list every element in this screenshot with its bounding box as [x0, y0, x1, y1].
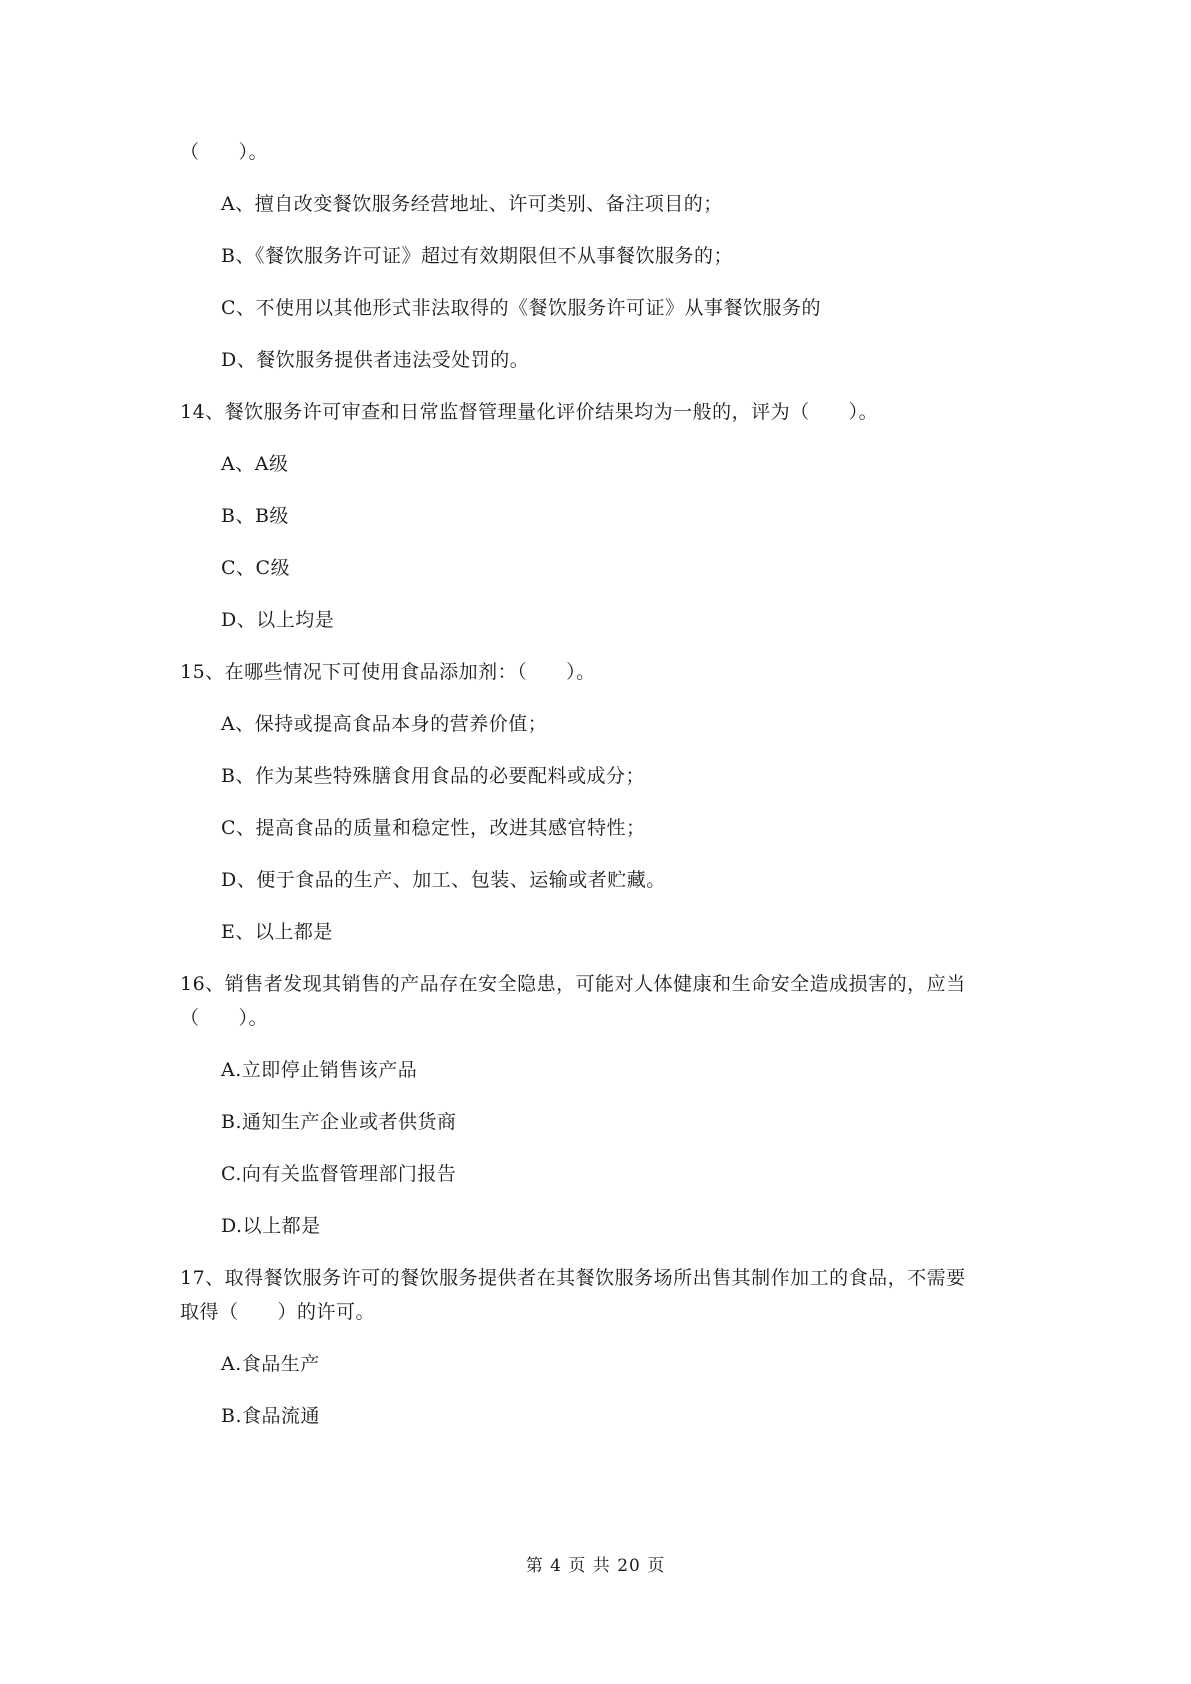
q16-stem-line2: （ ）。 [180, 1007, 269, 1029]
q17-option-b: B.食品流通 [221, 1405, 321, 1427]
q17-option-a: A.食品生产 [221, 1353, 320, 1375]
q16-option-c: C.向有关监督管理部门报告 [221, 1163, 457, 1185]
q14-option-a: A、A级 [221, 453, 289, 475]
q15-option-c: C、提高食品的质量和稳定性，改进其感官特性； [221, 817, 646, 839]
q16-option-d: D.以上都是 [221, 1215, 321, 1237]
q15-option-e: E、以上都是 [221, 921, 333, 943]
q13-continuation: （ ）。 [180, 141, 269, 163]
q15-stem: 15、在哪些情况下可使用食品添加剂：（ ）。 [180, 661, 596, 683]
q15-option-b: B、作为某些特殊膳食用食品的必要配料或成分； [221, 765, 645, 787]
q15-option-d: D、便于食品的生产、加工、包装、运输或者贮藏。 [221, 869, 666, 891]
q16-option-a: A.立即停止销售该产品 [221, 1059, 418, 1081]
q17-stem-line1: 17、取得餐饮服务许可的餐饮服务提供者在其餐饮服务场所出售其制作加工的食品，不需要 [180, 1267, 966, 1289]
q17-stem-line2: 取得（ ）的许可。 [180, 1301, 376, 1323]
q14-option-b: B、B级 [221, 505, 289, 527]
q15-option-a: A、保持或提高食品本身的营养价值； [221, 713, 548, 735]
q14-stem: 14、餐饮服务许可审查和日常监督管理量化评价结果均为一般的，评为（ ）。 [180, 401, 879, 423]
q13-option-a: A、擅自改变餐饮服务经营地址、许可类别、备注项目的； [221, 193, 723, 215]
q14-option-c: C、C级 [221, 557, 291, 579]
page-number-footer: 第 4 页 共 20 页 [525, 1556, 666, 1576]
q14-option-d: D、以上均是 [221, 609, 335, 631]
q13-option-c: C、不使用以其他形式非法取得的《餐饮服务许可证》从事餐饮服务的 [221, 297, 822, 319]
q16-option-b: B.通知生产企业或者供货商 [221, 1111, 457, 1133]
q13-option-d: D、餐饮服务提供者违法受处罚的。 [221, 349, 530, 371]
q16-stem-line1: 16、销售者发现其销售的产品存在安全隐患，可能对人体健康和生命安全造成损害的，应当 [180, 973, 966, 995]
q13-option-b: B、《餐饮服务许可证》超过有效期限但不从事餐饮服务的； [221, 245, 733, 267]
